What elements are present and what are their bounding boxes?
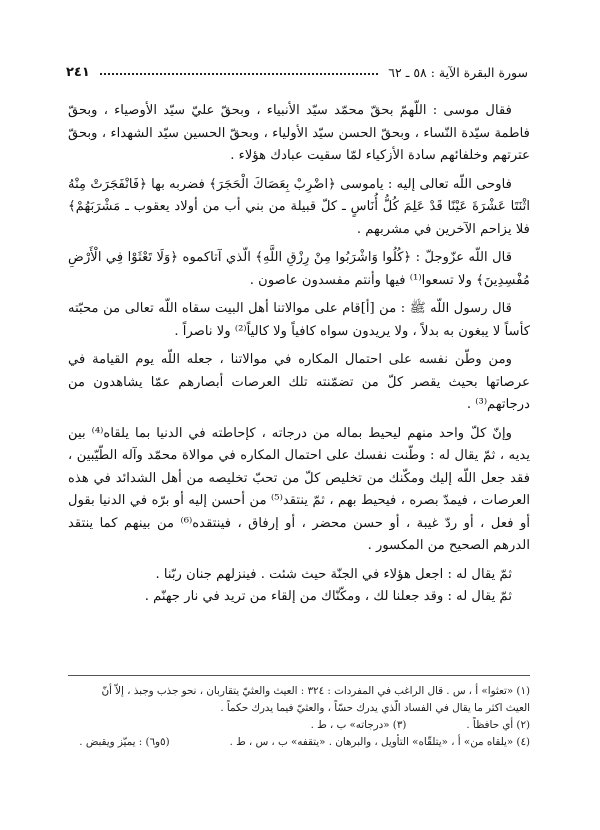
paragraph: فاوحى اللّه تعالى إليه : ياموسى ﴿اضْرِبْ بِعَصَاكَ الْحَجَرَ﴾ فضربه بها ﴿فَانْفَجَرَتْ مِنْهُ اثْنَتَا عَشْرَةَ عَيْنًا قَدْ عَلِمَ كُلُّ أُنَاسٍ ـ كلّ قبيلة من بني أب من أولاد يعقوب ـ مَشْرَبَهُمْ﴾ فلا يزاحم الآخرين في مشربهم . bbox=[68, 176, 530, 237]
footnote-1: (١) «تعثوا» أ ، س . قال الراغب في المفردات : ٣٢٤ : العيث والعثيّ يتقاربان ، نحو جذب وجبذ ، إلاّ أنّ bbox=[101, 685, 530, 697]
paragraph: وإنّ كلّ واحد منهم ليحيط بماله من درجاته ، كإحاطته في الدنيا بما يلقاه⁽⁴⁾ بين يديه ، ثمّ يقال له : وطّنت نفسك على احتمال المكاره في موالاة محمّد وآله الطّيّبين ، فقد جعل اللّه إليك ومكّنك من تخليص كلّ من تحبّ تخليصه من أهل الشدائد في هذه العرصات ، فيمدّ بصره ، فيحيط بهم ، ثمّ ينتقد⁽⁵⁾ من أحسن إليه أو برّه في الدنيا بقول أو فعل ، أو ردّ غيبة ، أو حسن محضر ، أو إرفاق ، فينتقده⁽⁶⁾ من بينهم كما ينتقد الدرهم الصحيح من المكسور . bbox=[68, 425, 530, 553]
footnotes bbox=[68, 683, 530, 751]
footnote-row bbox=[68, 734, 530, 751]
footnote-3: (٣) «درجاته» ب ، ط . bbox=[310, 719, 407, 731]
paragraph: فقال موسى : اللّهمّ بحقّ محمّد سيّد الأنبياء ، وبحقّ عليّ سيّد الأوصياء ، وبحقّ فاطمة سيّدة النّساء ، وبحقّ الحسن سيّد الأولياء ، وبحقّ الحسين سيّد الشهداء ، وبحقّ عترتهم وخلفائهم سادة الأزكياء لمّا سقيت عبادك هؤلاء . bbox=[68, 103, 530, 163]
header-dotted-rule bbox=[100, 73, 378, 75]
footnote-4: (٤) «يلقاه من» أ ، «يتلقّاه» التأويل ، والبرهان . «يتقفه» ب ، س ، ط . bbox=[229, 736, 530, 748]
running-title: سورة البقرة الآية : ٥٨ ـ ٦٢ bbox=[388, 64, 528, 80]
footnote-row bbox=[68, 717, 530, 734]
footnote-5-6: (٥و٦) : يميّز ويقبض . bbox=[79, 736, 170, 748]
running-header bbox=[66, 62, 528, 82]
main-text bbox=[68, 100, 530, 609]
paragraph: ومن وطّن نفسه على احتمال المكاره في موالاتنا ، جعله اللّه يوم القيامة في عرصاتها بحيث يقصر كلّ من تضمّنته تلك العرصات أبصارهم عمّا يشاهدون من درجاتهم⁽³⁾ . bbox=[68, 352, 530, 412]
page-number: ٢٤١ bbox=[66, 64, 90, 80]
footnote-separator bbox=[68, 675, 530, 676]
paragraph: قال رسول اللّه ﷺ : من [أ]قام على موالاتنا أهل البيت سقاه اللّه تعالى من محبّته كأساً لا يبغون به بدلاً ، ولا يريدون سواه كافياً ولا كالياً⁽²⁾ ولا ناصراً . bbox=[68, 301, 530, 339]
paragraph: ثمّ يقال له : وقد جعلنا لك ، ومكّنّاك من إلقاء من تريد في نار جهنّم . bbox=[144, 589, 512, 604]
footnote-1-continued: العيث اكثر ما يقال في الفساد الّذي يدرك حسّاً ، والعثيّ فيما يدرك حكماً . bbox=[220, 702, 530, 714]
footnote-2: (٢) أي حافظاً . bbox=[466, 719, 530, 731]
paragraph: ثمّ يقال له : اجعل هؤلاء في الجنّة حيث شئت . فينزلهم جنان ربّنا . bbox=[155, 566, 512, 582]
paragraph: قال اللّه عزّوجلّ : ﴿كُلُوا وَاشْرَبُوا مِنْ رِزْقِ اللَّهِ﴾ الّذي آتاكموه ﴿وَلَا تَعْثَوْا فِي الْأَرْضِ مُفْسِدِينَ﴾ ولا تسعوا⁽¹⁾ فيها وأنتم مفسدون عاصون . bbox=[68, 250, 530, 288]
